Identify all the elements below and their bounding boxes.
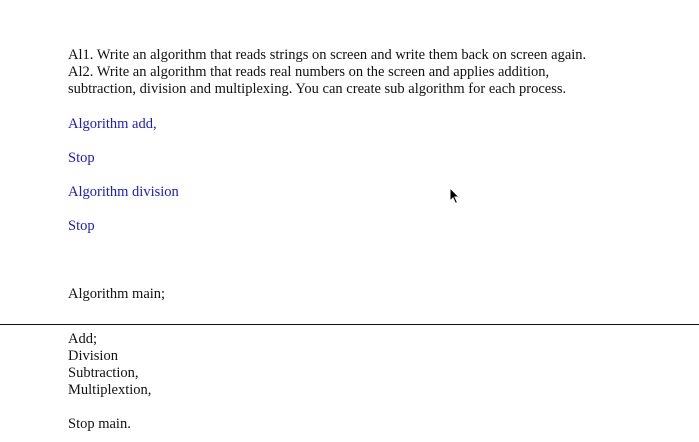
call-multiplexion: Multiplextion, (68, 382, 152, 398)
mouse-pointer-icon (449, 187, 461, 205)
task-1-text: Al1. Write an algorithm that reads strings on screen and write them back on screen again. (68, 47, 587, 63)
stop-add: Stop (68, 150, 95, 166)
call-subtraction: Subtraction, (68, 365, 139, 381)
algorithm-main-heading: Algorithm main; (68, 286, 166, 302)
stop-division: Stop (68, 218, 95, 234)
algorithm-add-heading: Algorithm add, (68, 116, 157, 132)
horizontal-divider (0, 324, 699, 325)
algorithm-division-heading: Algorithm division (68, 184, 179, 200)
task-2-text-line-1: Al2. Write an algorithm that reads real numbers on the screen and applies addition, (68, 64, 550, 80)
stop-main: Stop main. (68, 416, 131, 432)
call-division: Division (68, 348, 118, 364)
task-2-text-line-2: subtraction, division and multiplexing. You can create sub algorithm for each process. (68, 81, 567, 97)
call-add: Add; (68, 331, 97, 347)
